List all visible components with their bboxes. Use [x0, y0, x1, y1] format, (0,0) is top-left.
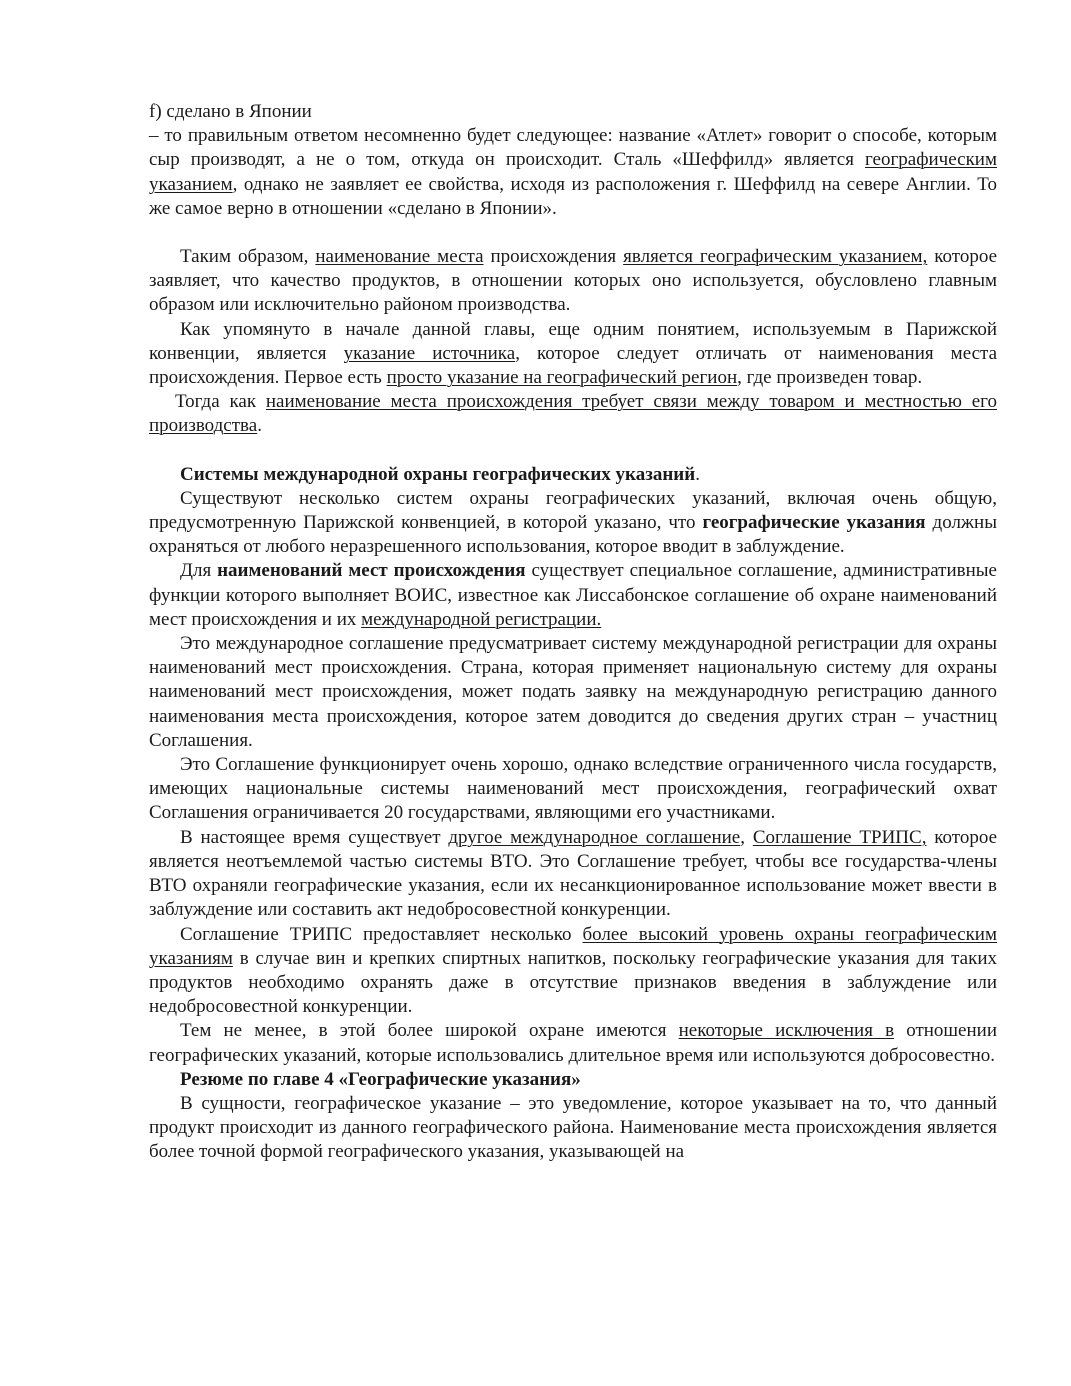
paragraph-link-requirement — [149, 390, 997, 438]
text-run: в случае вин и крепких спиртных напитков, поскольку географические указания для таких продуктов необходимо охранять даже в отсутствие признаков введения в заблуждение или недобросовестной конкуренции. — [149, 947, 997, 1018]
text-run: которое заявляет, что качество продуктов, в отношении которых оно используется, обусловлено главным образом или исключительно районом производства. — [149, 246, 998, 316]
text-run: Существуют несколько систем охраны географических указаний, включая очень общую, предусмотренную Парижской конвенцией, в которой указано, что — [149, 487, 997, 534]
paragraph-made-in-japan: f) сделано в Японии — [149, 101, 312, 122]
text-run: , где произведен товар. — [737, 367, 923, 389]
bold-term: наименований мест происхождения — [217, 560, 526, 582]
paragraph-spacer — [149, 221, 997, 245]
bold-term: географические указания — [702, 512, 926, 534]
underlined-term: указание источника — [343, 342, 516, 364]
text-run: . — [257, 415, 262, 437]
paragraph-summary: В сущности, географическое указание – это уведомление, которое указывает на то, что данный продукт происходит из данного географического района. Наименование места происхождения является более точной формой географического указания, указывающей на — [149, 1092, 997, 1163]
text-run: , которое следует отличать от наименования места происхождения. Первое есть — [149, 342, 997, 389]
text-run: происхождения — [483, 246, 624, 268]
heading-text: Системы международной охраны географических указаний — [180, 463, 696, 485]
paragraph-agreement-coverage: Это Соглашение функционирует очень хорошо, однако вследствие ограниченного числа государств, имеющих национальные системы наименований мест происхождения, географический охват Соглашения ограничивается 20 государствами, являющими его участниками. — [149, 754, 997, 824]
paragraph-lisbon-agreement — [149, 559, 997, 632]
paragraph-indication-of-source — [149, 318, 997, 391]
underlined-term: наименование места — [315, 246, 484, 268]
text-run: которое является неотъемлемой частью системы ВТО. Это Соглашение требует, чтобы все государства-члены ВТО охраняли географические указания, если их несанкционированное использование может ввести в заблуждение или составить акт недобросовестной конкуренции. — [149, 826, 998, 921]
text-run: должны охраняться от любого неразрешенного использования, которое вводит в заблуждение. — [149, 512, 997, 558]
underlined-term: международной регистрации. — [361, 608, 602, 630]
underlined-term: наименование места происхождения требует связи между товаром и местностью его производства — [149, 391, 997, 437]
underlined-term: географическим указанием — [149, 149, 997, 195]
paragraph-atlet-answer — [149, 124, 997, 221]
underlined-term: более высокий уровень охраны географическим указаниям — [149, 923, 997, 969]
text-run: отношении географических указаний, которые использовались длительное время или используются добросовестно. — [149, 1020, 997, 1066]
text-run: Для — [180, 560, 218, 582]
text-run: Тем не менее, в этой более широкой охране имеются — [180, 1020, 679, 1042]
text-run: В настоящее время существует — [180, 826, 449, 848]
underlined-term: другое международное соглашение — [448, 826, 741, 848]
paragraph-appellation-definition — [149, 245, 997, 318]
paragraph-international-registration: Это международное соглашение предусматривает систему международной регистрации для охраны наименований мест происхождения. Страна, которая применяет национальную систему для охраны наименований мест происхождения, может подать заявку на международную регистрацию данного наименования места происхождения, которое затем доводится до сведения других стран – участниц Соглашения. — [149, 633, 997, 751]
text-run: , — [740, 826, 753, 848]
text-run: существует специальное соглашение, административные функции которого выполняет ВОИС, известное как Лиссабонское соглашение об охране наименований мест происхождения и их — [149, 560, 997, 630]
underlined-term: некоторые исключения в — [678, 1020, 895, 1042]
paragraph-trips-agreement — [149, 826, 997, 923]
text-run: Таким образом, — [180, 246, 316, 268]
underlined-term: просто указание на географический регион — [386, 367, 738, 389]
paragraph-trips-higher-protection — [149, 923, 997, 1020]
underlined-term: Соглашение ТРИПС, — [752, 826, 927, 848]
text-run: . — [695, 463, 700, 485]
text-run: Соглашение ТРИПС предоставляет несколько — [180, 923, 583, 945]
document-page — [149, 100, 997, 1165]
paragraph-spacer — [149, 439, 997, 463]
underlined-term: является географическим указанием, — [623, 246, 928, 268]
paragraph-exceptions — [149, 1019, 997, 1067]
section-heading-summary: Резюме по главе 4 «Географические указания» — [180, 1068, 581, 1090]
text-run: Тогда как — [175, 391, 266, 413]
text-run: – то правильным ответом несомненно будет следующее: название «Атлет» говорит о способе, которым сыр производят, а не о том, откуда он происходит. Сталь «Шеффилд» является — [149, 125, 997, 171]
paragraph-paris-convention — [149, 487, 997, 560]
text-run: , однако не заявляет ее свойства, исходя из расположения г. Шеффилд на севере Англии. То же самое верно в отношении «сделано в Японии». — [149, 173, 997, 219]
text-run: Как упомянуто в начале данной главы, еще одним понятием, используемым в Парижской конвенции, является — [149, 318, 997, 364]
section-heading-systems — [149, 463, 997, 487]
